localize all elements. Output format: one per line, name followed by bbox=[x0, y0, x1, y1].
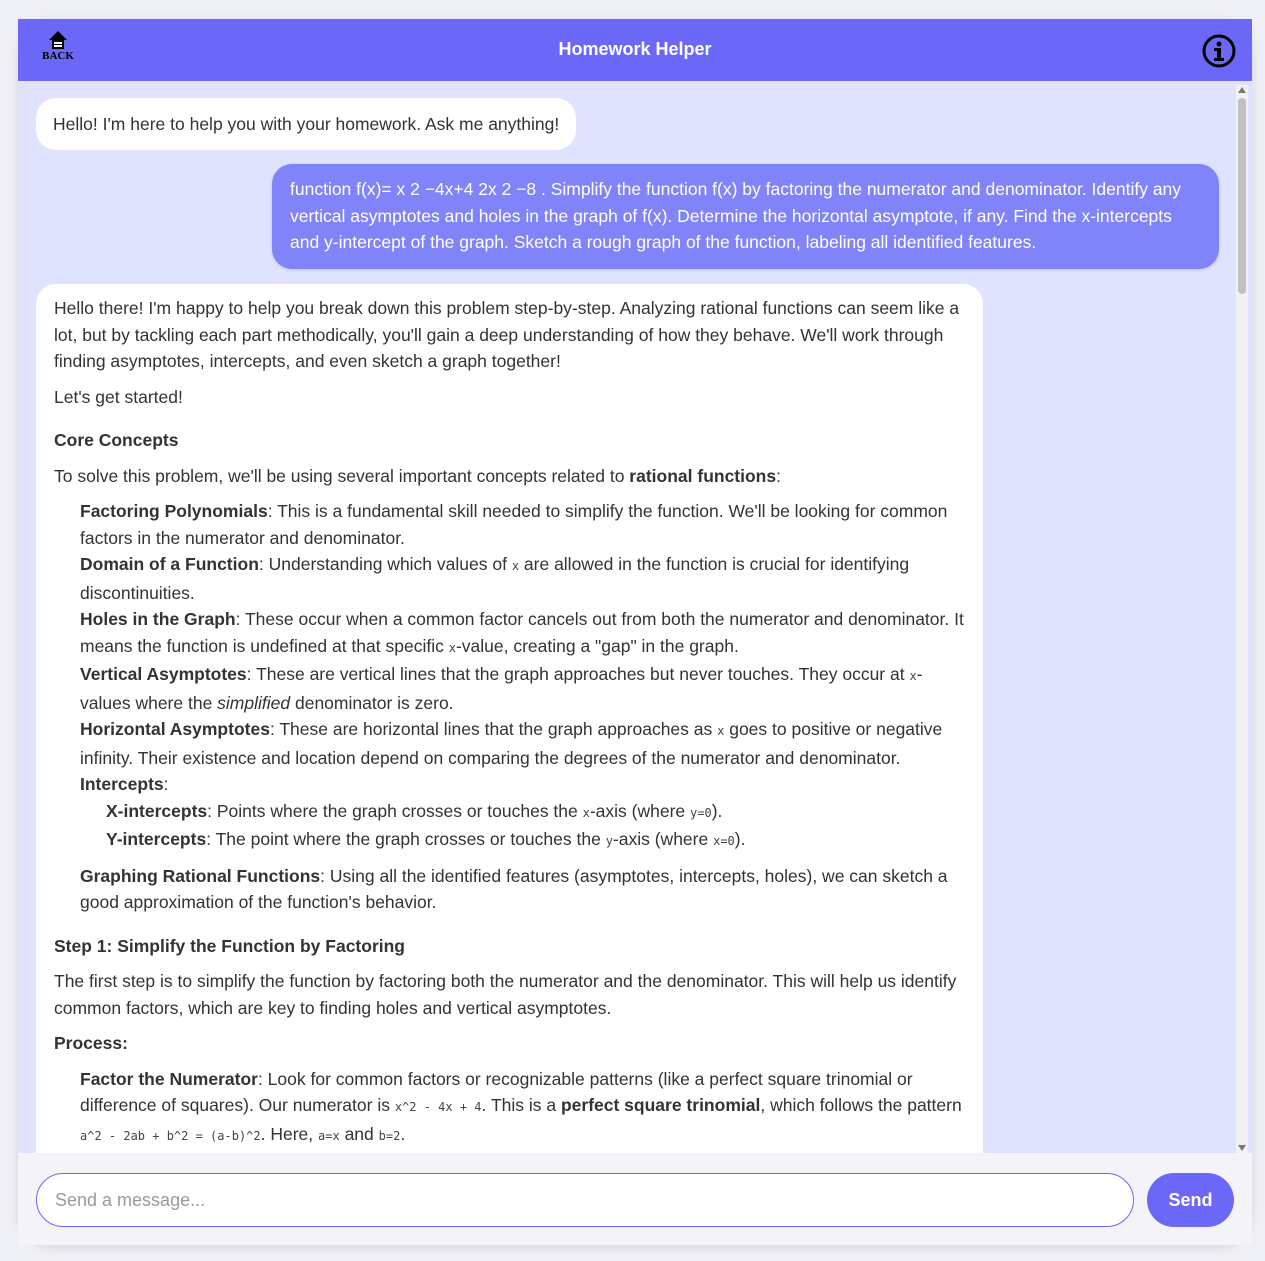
bot-answer-message bbox=[36, 284, 983, 1184]
answer-intro: Hello there! I'm happy to help you break down this problem step-by-step. Analyzing rational functions can seem like a lot, but by tackling each part methodically, you'll gain a deep understanding of how they behave. We'll work through finding asymptotes, intercepts, and even sketch a graph together! bbox=[54, 298, 960, 371]
page-title: Homework Helper bbox=[558, 39, 712, 59]
process-label: Process: bbox=[54, 1033, 128, 1053]
step1-text: The first step is to simplify the function by factoring both the numerator and the denominator. This will help us identify common factors, which are key to finding holes and vertical asymptotes. bbox=[54, 971, 957, 1018]
intercepts-sublist bbox=[80, 798, 965, 855]
scroll-down-arrow-icon[interactable] bbox=[1238, 1145, 1246, 1151]
concepts-list bbox=[54, 498, 965, 916]
list-item: Intercepts: X-intercepts: Points where the graph crosses or touches the x-axis (where y=0). Y-intercepts: The point where the graph crosses or touches the y-axis (where x=0). bbox=[80, 771, 965, 855]
list-item: Holes in the Graph: These occur when a common factor cancels out from both the numerator and denominator. It means the function is undefined at that specific x-value, creating a "gap" in the graph. bbox=[80, 609, 964, 656]
list-item: X-intercepts: Points where the graph crosses or touches the x-axis (where y=0). bbox=[106, 800, 723, 821]
info-button[interactable] bbox=[1202, 34, 1236, 68]
list-item: Y-intercepts: The point where the graph crosses or touches the y-axis (where x=0). bbox=[106, 829, 746, 849]
header-bar bbox=[18, 19, 1252, 81]
core-concepts-heading: Core Concepts bbox=[54, 430, 179, 450]
list-item: Factor the Numerator: Look for common factors or recognizable patterns (like a perfect square trinomial or difference of squares). Our numerator is x^2 - 4x + 4. This is a perfect square trinomial, which follows the pattern a^2 - 2ab + b^2 = (a-b)^2. Here, a=x and b=2. bbox=[80, 1068, 962, 1144]
user-message: function f(x)= x 2 −4x+4 2x 2 −8 . Simplify the function f(x) by factoring the numerator and denominator. Identify any vertical asymptotes and holes in the graph of f(x). Determine the horizontal asymptote, if any. Find the x-intercepts and y-intercept of the graph. Sketch a rough graph of the function, labeling all identified features. bbox=[272, 164, 1219, 269]
chat-window bbox=[18, 19, 1252, 1245]
back-label: BACK bbox=[42, 50, 74, 62]
composer-bar bbox=[18, 1153, 1252, 1245]
list-item: Graphing Rational Functions: Using all the identified features (asymptotes, intercepts, holes), we can sketch a good approximation of the function's behavior. bbox=[80, 865, 948, 912]
list-item: Horizontal Asymptotes: These are horizontal lines that the graph approaches as x goes to positive or negative infinity. Their existence and location depend on comparing the degrees of the numerator and denominator. bbox=[80, 719, 943, 768]
chat-scrollbar[interactable] bbox=[1236, 85, 1248, 1153]
chat-area[interactable] bbox=[18, 81, 1252, 1153]
send-button[interactable]: Send bbox=[1147, 1173, 1234, 1227]
scroll-up-arrow-icon[interactable] bbox=[1238, 87, 1246, 93]
answer-start: Let's get started! bbox=[54, 386, 183, 407]
bot-message: Hello! I'm here to help you with your homework. Ask me anything! bbox=[36, 98, 576, 150]
list-item: Vertical Asymptotes: These are vertical lines that the graph approaches but never touches. They occur at x-values where the simplified denominator is zero. bbox=[80, 664, 923, 713]
info-icon bbox=[1202, 34, 1236, 68]
message-input[interactable] bbox=[36, 1173, 1134, 1227]
list-item: Factoring Polynomials: This is a fundamental skill needed to simplify the function. We'll be looking for common factors in the numerator and denominator. bbox=[80, 501, 948, 548]
step1-heading: Step 1: Simplify the Function by Factoring bbox=[54, 935, 405, 956]
scroll-thumb[interactable] bbox=[1238, 98, 1246, 294]
list-item: Domain of a Function: Understanding which values of x are allowed in the function is crucial for identifying discontinuities. bbox=[80, 554, 910, 603]
core-intro: To solve this problem, we'll be using several important concepts related to rational functions: bbox=[54, 465, 781, 486]
process-list bbox=[54, 1066, 965, 1150]
